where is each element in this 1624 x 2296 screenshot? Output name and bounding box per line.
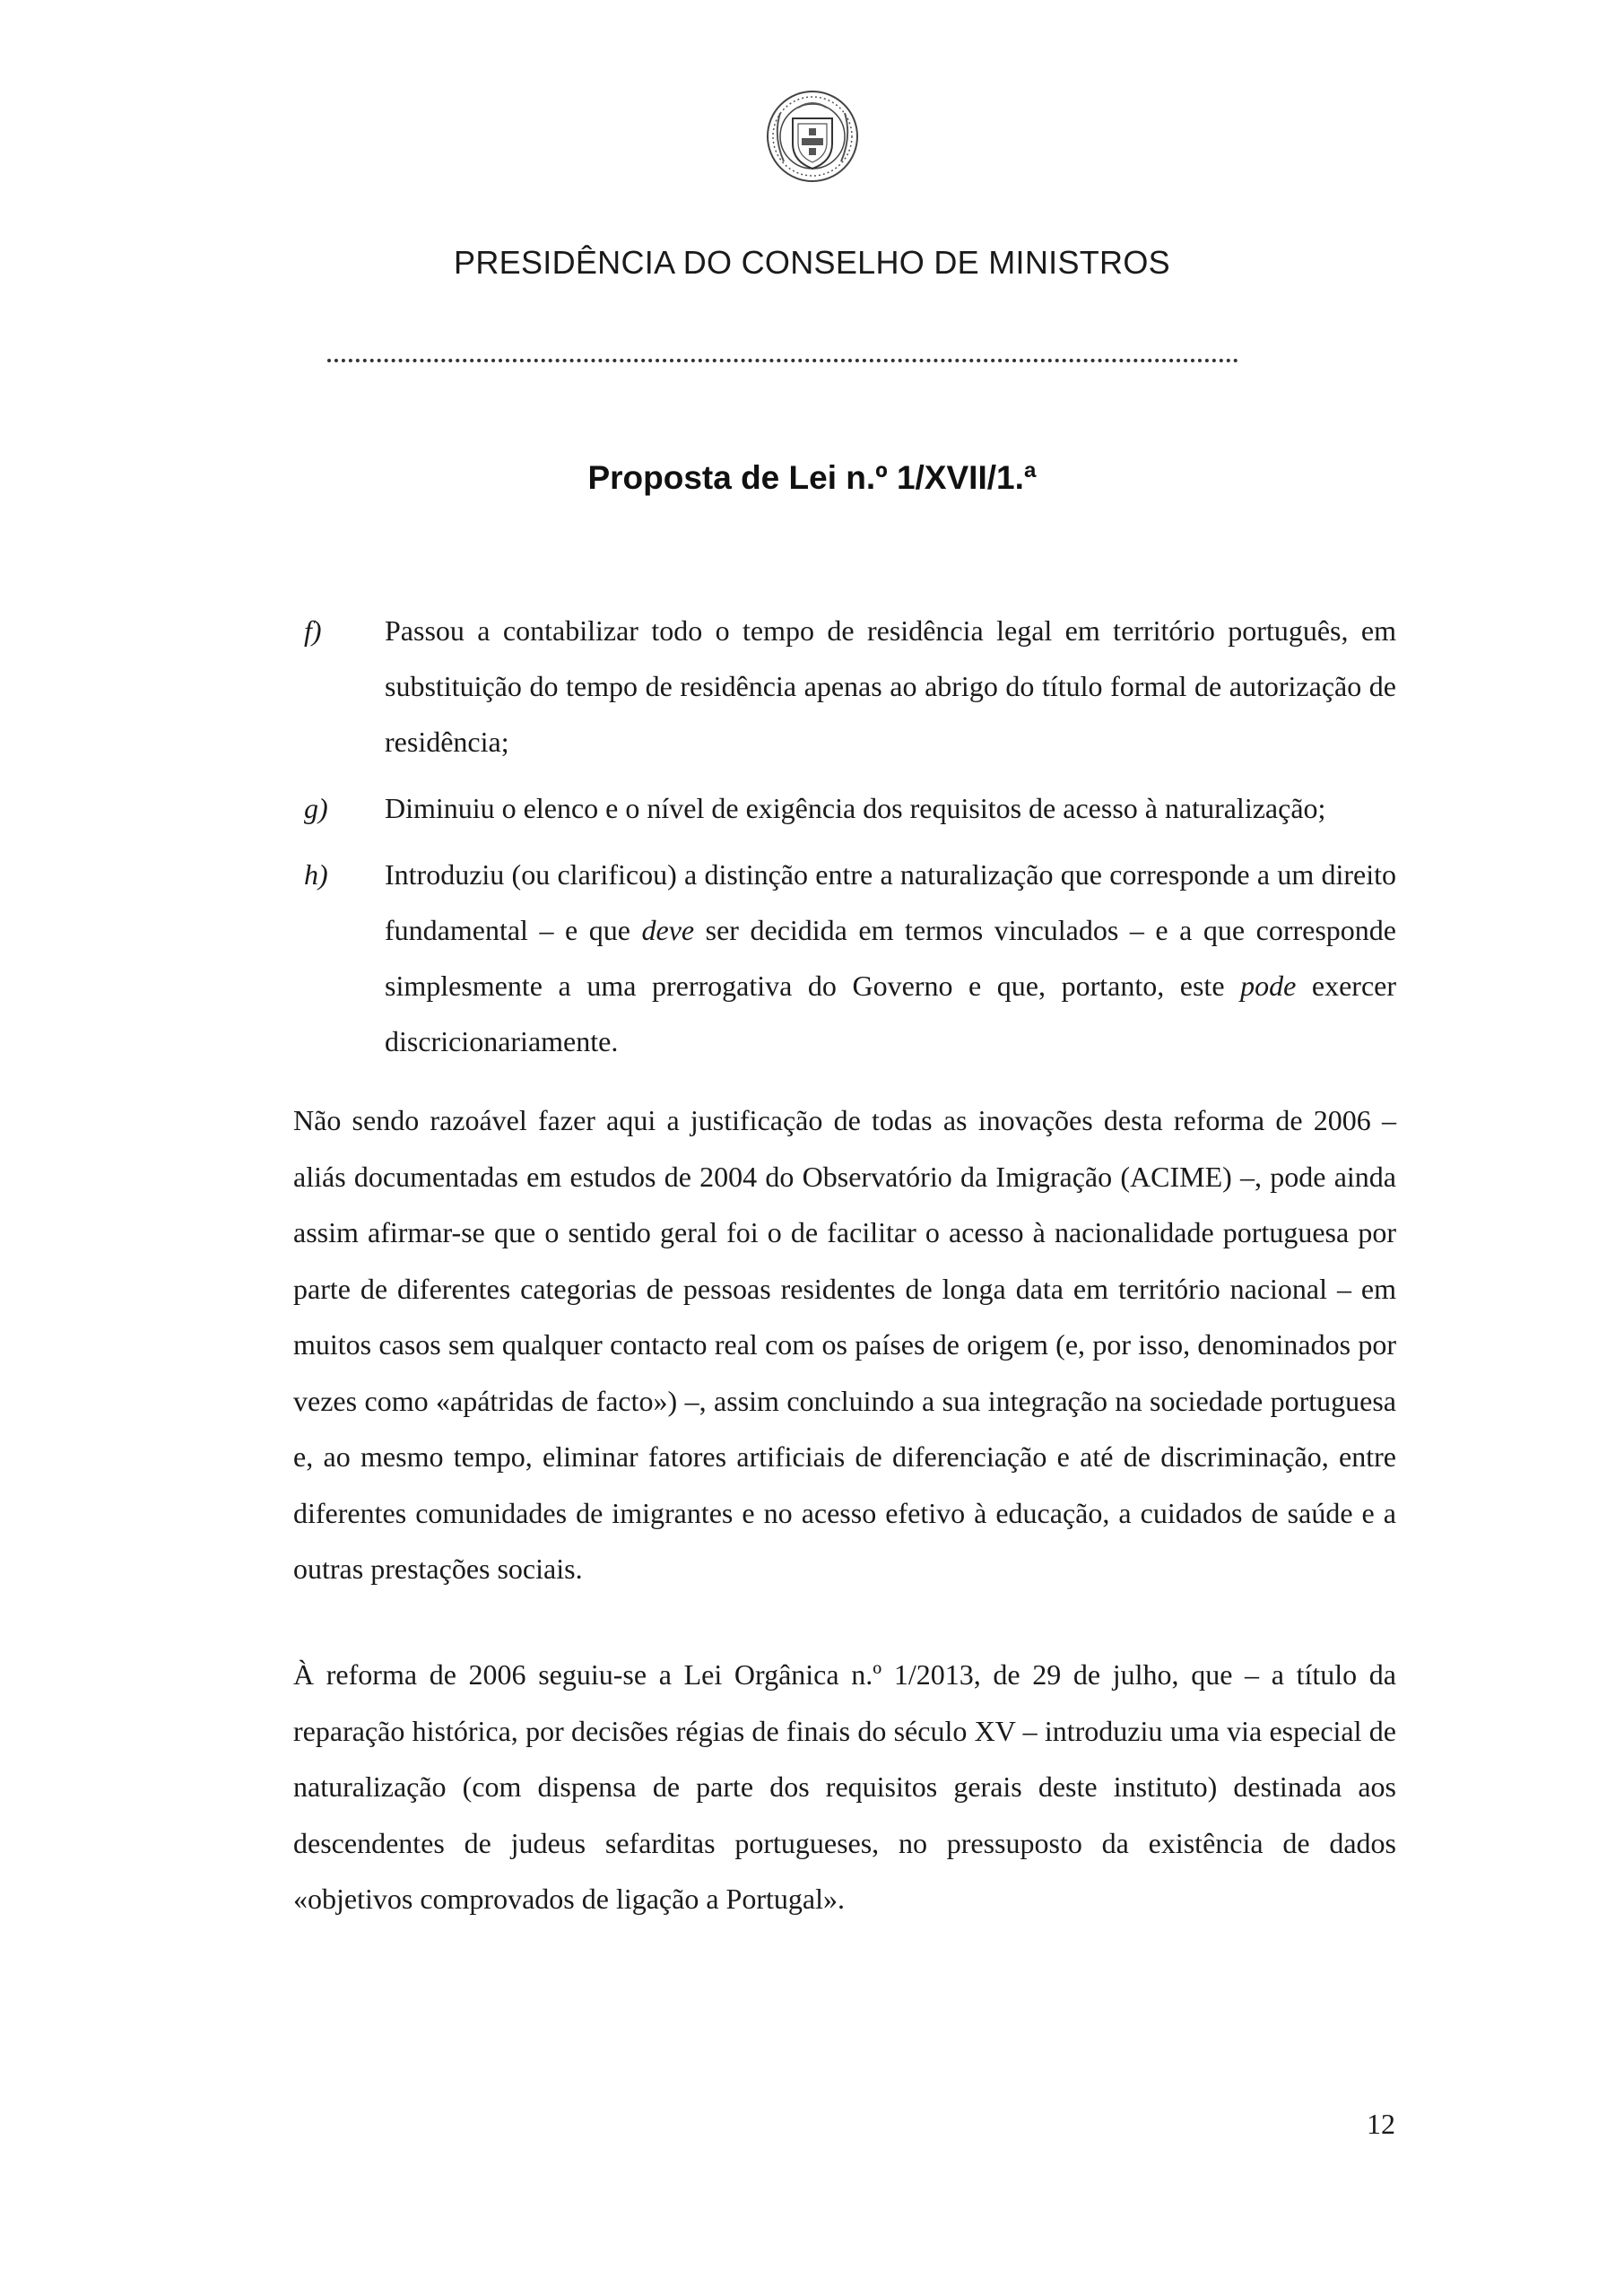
dotted-separator [327, 359, 1238, 362]
list-marker: g) [304, 792, 328, 824]
text-segment: exercer discricionariamente. [385, 970, 1397, 1057]
list-item-f [293, 603, 1396, 770]
body-paragraph: À reforma de 2006 seguiu-se a Lei Orgânica n.º 1/2013, de 29 de julho, que – a título da reparação histórica, por decisões régias de finais do século XV – introduziu uma via especial de naturalização (com dispensa de parte dos requisitos gerais deste instituto) destinada aos descendentes de judeus sefarditas portugueses, no pressuposto da existência de dados «objetivos comprovados de ligação a Portugal». [293, 1658, 1396, 1915]
enumerated-list [293, 603, 1396, 1080]
list-marker: h) [304, 858, 328, 891]
emphasis-text: pode [1240, 970, 1297, 1002]
list-item-g [293, 780, 1396, 836]
list-item-h [293, 847, 1396, 1069]
list-item-text: Passou a contabilizar todo o tempo de residência legal em território português, em substituição do tempo de residência apenas ao abrigo do título formal de autorização de residência; [385, 614, 1396, 758]
list-item-text [385, 847, 1396, 1069]
coat-of-arms-seal-icon [762, 86, 863, 187]
list-marker: f) [304, 614, 322, 647]
text-segment: ser decidida em termos vinculados – e a que corresponde simplesmente a uma prerrogativa do Governo e que, portanto, este [385, 914, 1397, 1002]
list-item-text: Diminuiu o elenco e o nível de exigência dos requisitos de acesso à naturalização; [385, 792, 1326, 824]
document-title: Proposta de Lei n.º 1/XVII/1.ª [587, 459, 1037, 496]
text-segment: Introduziu (ou clarificou) a distinção entre a naturalização que corresponde a um direito fundamental – e que [385, 858, 1396, 946]
emphasis-text: deve [641, 914, 695, 946]
page-number: 12 [1367, 2108, 1395, 2140]
body-paragraph: Não sendo razoável fazer aqui a justificação de todas as inovações desta reforma de 2006 – aliás documentadas em estudos de 2004 do Observatório da Imigração (ACIME) –, pode ainda assim afirmar-se que o sentido geral foi o de facilitar o acesso à nacionalidade portuguesa por parte de diferentes categorias de pessoas residentes de longa data em território nacional – em muitos casos sem qualquer contacto real com os países de origem (e, por isso, denominados por vezes como «apátridas de facto») –, assim concluindo a sua integração na sociedade portuguesa e, ao mesmo tempo, eliminar fatores artificiais de diferenciação e até de discriminação, entre diferentes comunidades de imigrantes e no acesso efetivo à educação, a cuidados de saúde e a outras prestações sociais. [293, 1104, 1396, 1585]
organization-header: PRESIDÊNCIA DO CONSELHO DE MINISTROS [454, 244, 1170, 281]
